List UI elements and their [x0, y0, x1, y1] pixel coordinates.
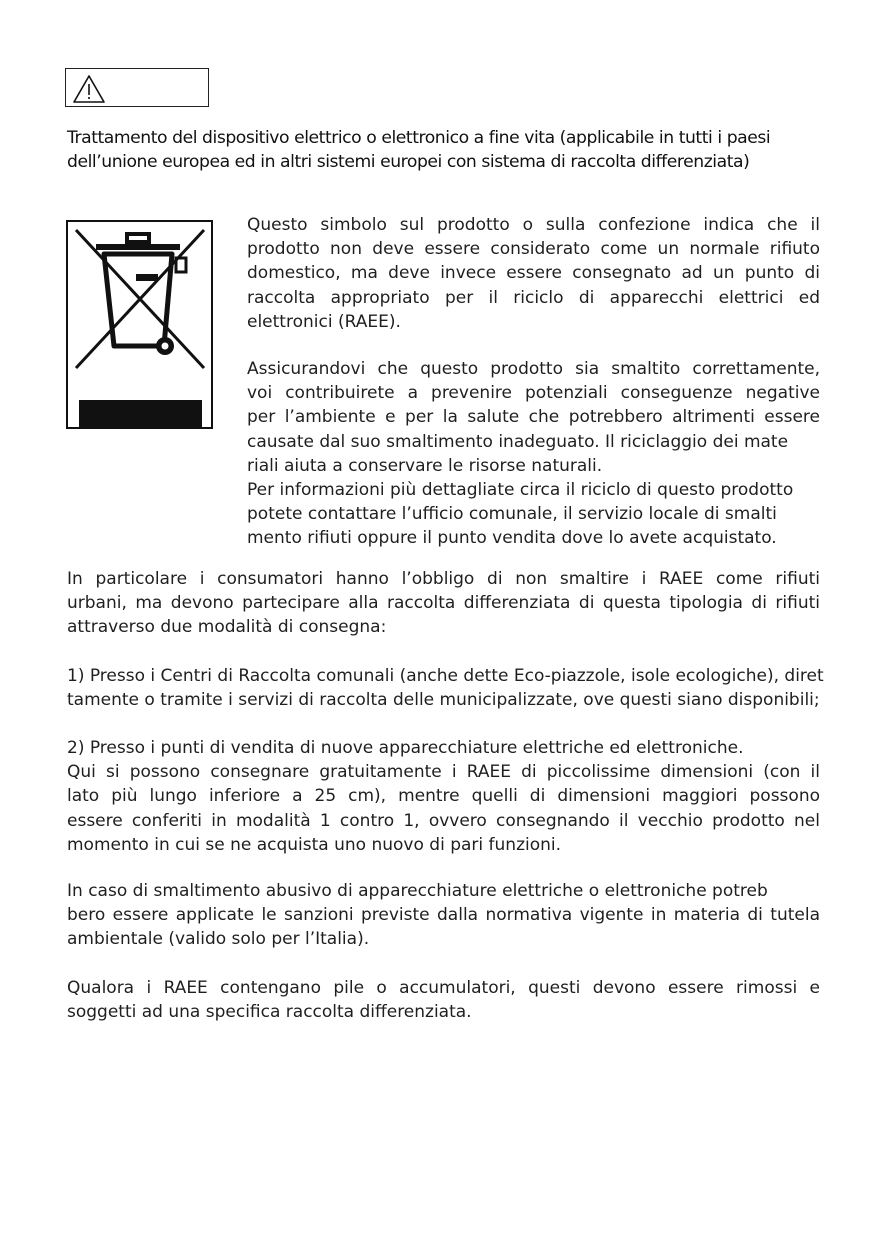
- text-line: attraverso due modalità di consegna:: [67, 617, 387, 638]
- text-line: In particolare i consumatori hanno l’obbligo di non smaltire i RAEE come rifiuti: [67, 569, 820, 589]
- crossed-out-wheelie-bin-icon: [68, 222, 211, 427]
- text-line: lato più lungo inferiore a 25 cm), mentre quelli di dimensioni maggiori possono: [67, 786, 820, 807]
- warning-triangle-icon: [72, 74, 106, 104]
- intro-paragraph-2: [247, 357, 820, 551]
- text-line: Assicurandovi che questo prodotto sia smaltito correttamente,: [247, 359, 820, 379]
- text-line: per l’ambiente e per la salute che potrebbero altrimenti essere: [247, 407, 820, 428]
- text-line: 2) Presso i punti di vendita di nuove apparecchiature elettriche ed elettroniche.: [67, 738, 744, 758]
- text-line: Qui si possono consegnare gratuitamente i RAEE di piccolissime dimensioni (con il: [67, 762, 820, 783]
- text-line: Per informazioni più dettagliate circa il riciclo di questo prodotto: [247, 480, 794, 501]
- text-line: Qualora i RAEE contengano pile o accumulatori, questi devono essere rimossi e: [67, 978, 820, 998]
- weee-symbol: [66, 220, 213, 429]
- delivery-option-1: [67, 664, 824, 712]
- text-line: causate dal suo smaltimento inadeguato. Il riciclaggio dei mate: [247, 431, 789, 452]
- text-line: essere conferiti in modalità 1 contro 1, ovvero consegnando il vecchio prodotto nel: [67, 810, 820, 831]
- text-line: potete contattare l’ufficio comunale, il servizio locale di smalti: [247, 504, 777, 525]
- intro-paragraph-1: [247, 213, 820, 334]
- text-line: momento in cui se ne acquista uno nuovo di pari funzioni.: [67, 834, 562, 855]
- text-line: 1) Presso i Centri di Raccolta comunali (anche dette Eco-piazzole, isole ecologiche), diret: [67, 666, 824, 686]
- text-line: elettronici (RAEE).: [247, 311, 401, 332]
- heading-line: Trattamento del dispositivo elettrico o elettronico a fine vita (applicabile in tutti i paesi: [67, 128, 771, 148]
- document-heading: [67, 126, 827, 174]
- text-line: urbani, ma devono partecipare alla raccolta differenziata di questa tipologia di rifiuti: [67, 593, 820, 614]
- warning-box: [65, 68, 209, 107]
- delivery-option-2: [67, 736, 820, 857]
- text-line: mento rifiuti oppure il punto vendita dove lo avete acquistato.: [247, 528, 777, 549]
- heading-line: dell’unione europea ed in altri sistemi europei con sistema di raccolta differenziata): [67, 152, 750, 172]
- text-line: soggetti ad una specifica raccolta differenziata.: [67, 1002, 472, 1023]
- sanctions-paragraph: [67, 879, 820, 952]
- text-line: Questo simbolo sul prodotto o sulla confezione indica che il: [247, 215, 820, 235]
- text-line: riali aiuta a conservare le risorse naturali.: [247, 455, 603, 476]
- consumer-obligation-paragraph: [67, 567, 820, 640]
- text-line: In caso di smaltimento abusivo di apparecchiature elettriche o elettroniche potreb: [67, 881, 768, 901]
- text-line: ambientale (valido solo per l’Italia).: [67, 929, 370, 950]
- text-line: voi contribuirete a prevenire potenziali conseguenze negative: [247, 383, 820, 404]
- text-line: prodotto non deve essere considerato come un normale rifiuto: [247, 239, 820, 260]
- text-line: bero essere applicate le sanzioni previste dalla normativa vigente in materia di tutela: [67, 905, 820, 926]
- text-line: domestico, ma deve invece essere consegnato ad un punto di: [247, 263, 820, 284]
- text-line: tamente o tramite i servizi di raccolta delle municipalizzate, ove questi siano disponibili;: [67, 690, 820, 711]
- batteries-paragraph: [67, 976, 820, 1024]
- text-line: raccolta appropriato per il riciclo di apparecchi elettrici ed: [247, 287, 820, 308]
